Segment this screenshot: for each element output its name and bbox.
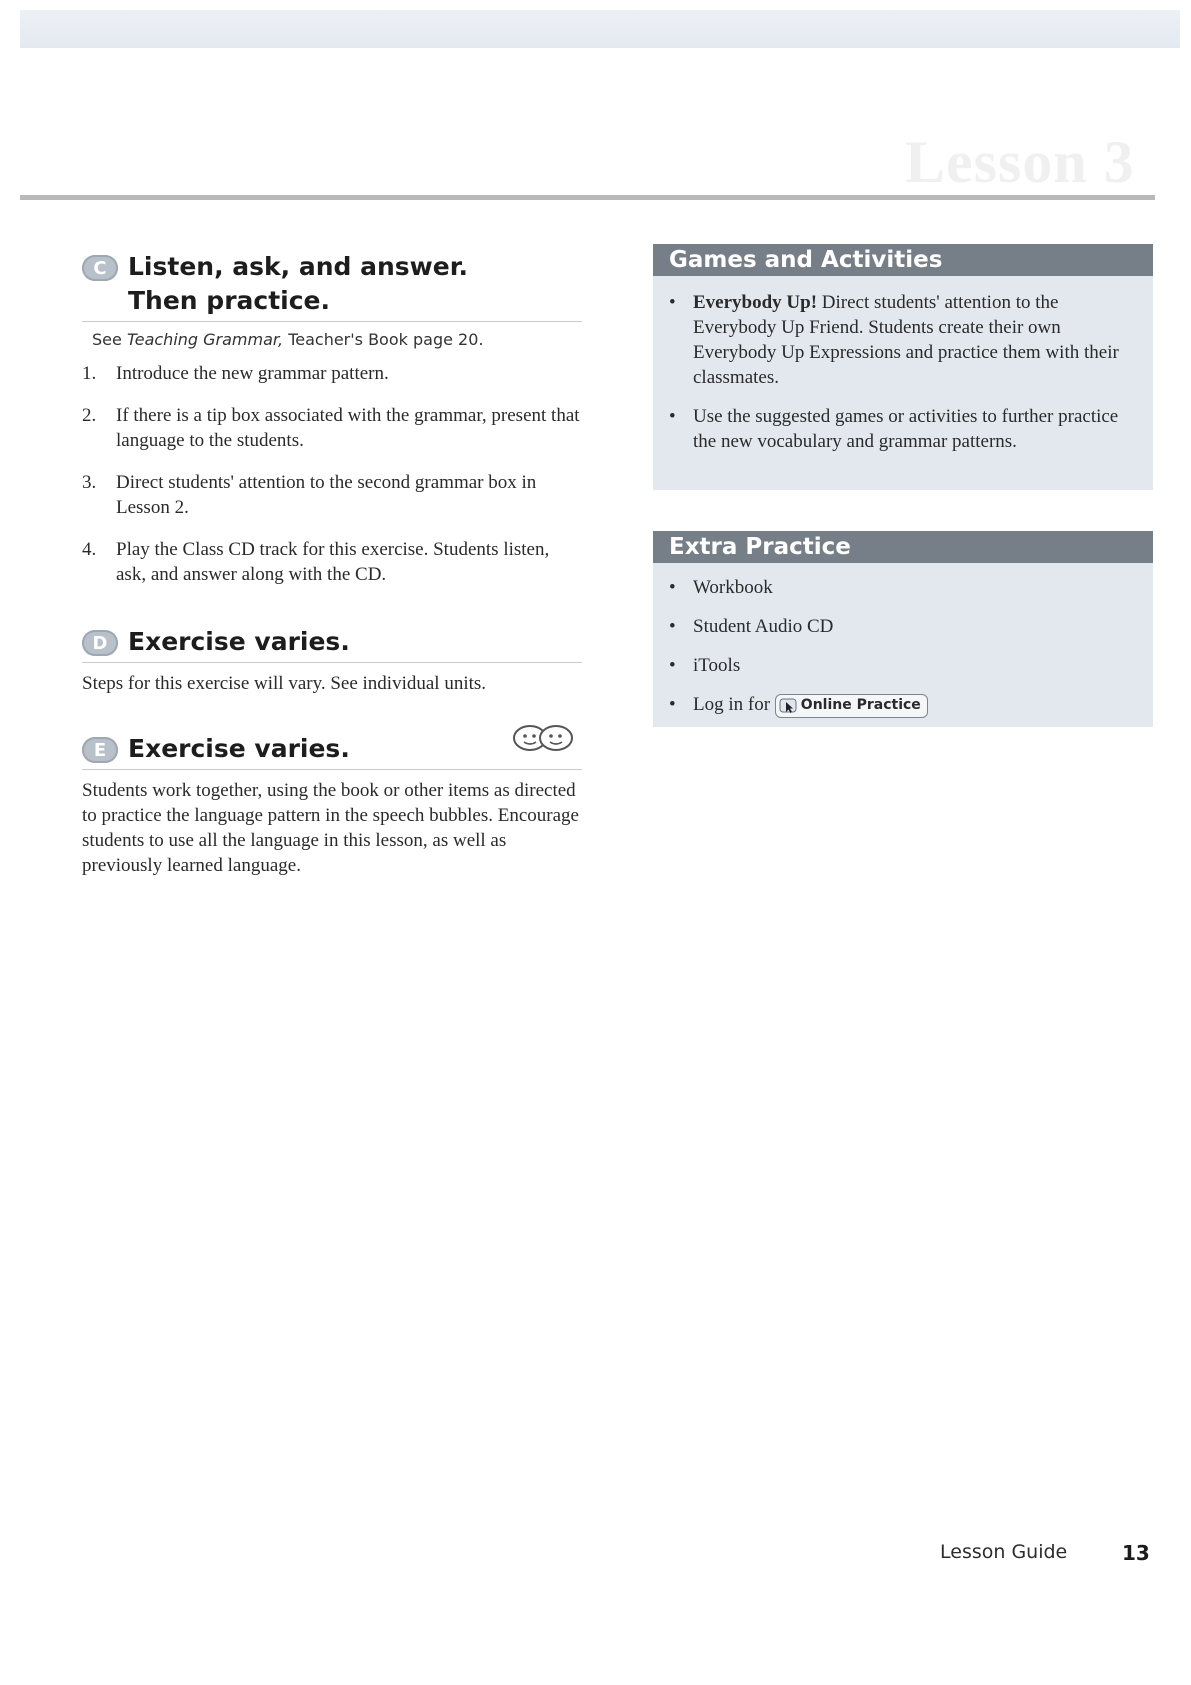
letter-e-badge: E <box>82 737 118 763</box>
header-rule <box>20 195 1155 200</box>
list-item: • iTools <box>669 655 741 676</box>
games-activities-title: Games and Activities <box>653 244 1153 276</box>
list-item: • Use the suggested games or activities to further practice the new vocabulary and grammar patterns. <box>669 406 1119 452</box>
list-item: 4. Play the Class CD track for this exercise. Students listen, ask, and answer along with the CD. <box>82 539 550 585</box>
section-e-title: Exercise varies. <box>128 734 350 763</box>
page-number: 13 <box>1122 1541 1150 1565</box>
section-c-steps <box>82 361 582 587</box>
section-e-text: Students work together, using the book or other items as directed to practice the language pattern in the speech bubbles. Encourage students to use all the language in this lesson, as well as previously learned language. <box>82 780 579 876</box>
list-item: • Everybody Up! Direct students' attention to the Everybody Up Friend. Students create their own Everybody Up Expressions and practice them with their classmates. <box>669 292 1119 388</box>
section-c <box>82 250 582 604</box>
games-activities-list <box>653 276 1153 476</box>
letter-c-badge: C <box>82 255 118 281</box>
letter-d-badge: D <box>82 630 118 656</box>
grammar-reference: See Teaching Grammar, Teacher's Book page 20. <box>92 330 484 349</box>
section-d <box>82 625 582 696</box>
list-item: 1. Introduce the new grammar pattern. <box>82 363 389 384</box>
cursor-click-icon <box>779 697 797 715</box>
speech-bubbles-icon <box>510 718 576 758</box>
section-d-header <box>82 625 582 663</box>
section-e-header <box>82 732 582 770</box>
section-c-header <box>82 250 582 322</box>
games-activities-panel <box>653 244 1153 490</box>
list-item: 3. Direct students' attention to the second grammar box in Lesson 2. <box>82 472 537 518</box>
extra-practice-list <box>653 563 1153 740</box>
section-d-title: Exercise varies. <box>128 627 350 656</box>
section-d-text: Steps for this exercise will vary. See individual units. <box>82 673 487 694</box>
online-practice-badge: Online Practice <box>775 694 928 718</box>
section-e <box>82 732 582 878</box>
list-item: • Log in for Online Practice <box>669 692 1143 718</box>
footer-section-label: Lesson Guide <box>940 1541 1068 1563</box>
top-header-band <box>20 10 1180 48</box>
lesson-heading-faded: Lesson 3 <box>905 129 1135 195</box>
list-item: • Workbook <box>669 577 773 598</box>
list-item: 2. If there is a tip box associated with the grammar, present that language to the students. <box>82 405 580 451</box>
list-item: • Student Audio CD <box>669 616 834 637</box>
extra-practice-title: Extra Practice <box>653 531 1153 563</box>
section-c-title: Listen, ask, and answer. Then practice. <box>128 252 468 315</box>
extra-practice-panel <box>653 531 1153 727</box>
